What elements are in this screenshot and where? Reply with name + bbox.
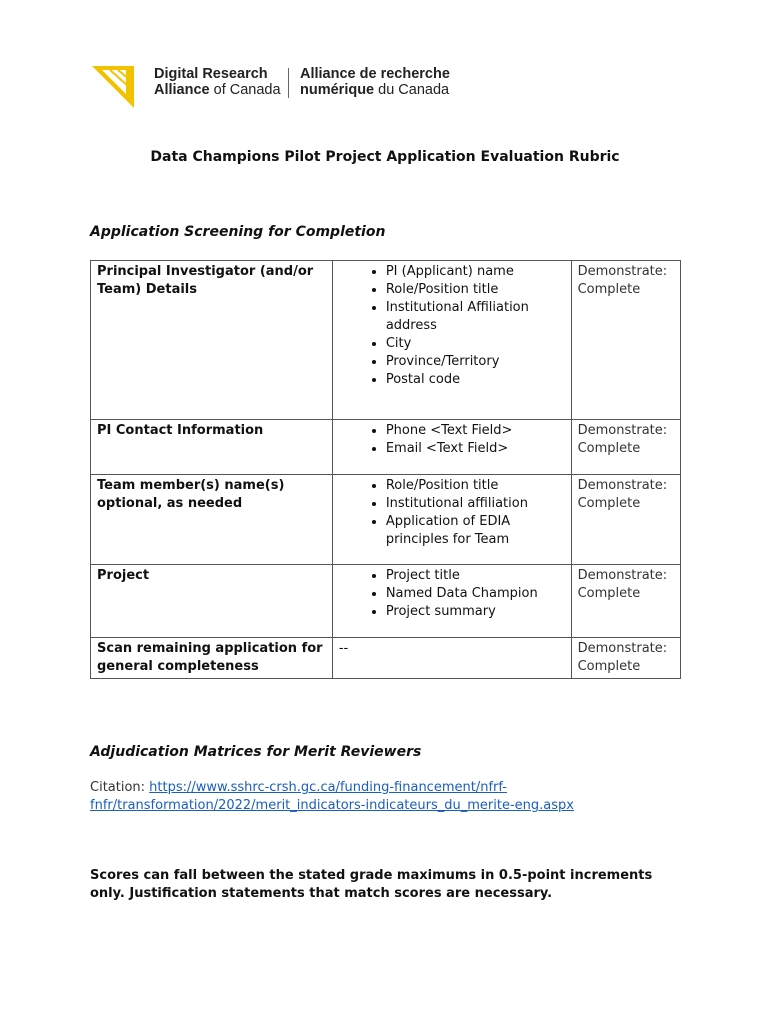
status-cell: Demonstrate: Complete [571,261,680,420]
list-item: • Named Data Champion [386,585,565,603]
logo-divider [288,68,289,98]
requirements-cell [332,261,571,420]
screening-table [90,260,681,679]
list-item: • Email <Text Field> [386,440,565,458]
requirements-cell [332,565,571,638]
adjudication-heading: Adjudication Matrices for Merit Reviewers [90,744,422,760]
status-cell: Demonstrate: Complete [571,420,680,475]
status-cell: Demonstrate: Complete [571,565,680,638]
screening-heading: Application Screening for Completion [90,224,386,240]
requirements-cell [332,475,571,565]
requirements-cell: -- [332,638,571,679]
criterion-cell: Project [91,565,333,638]
criterion-cell: Principal Investigator (and/or Team) Details [91,261,333,420]
document-title: Data Champions Pilot Project Application Evaluation Rubric [150,149,620,165]
citation [90,779,690,815]
table-row [91,475,681,565]
scores-note: Scores can fall between the stated grade maximums in 0.5-point increments only. Justification statements that match scores are necessary. [90,868,653,901]
alliance-logo-mark-icon [92,64,136,110]
list-item: • PI (Applicant) name [386,263,565,281]
status-cell: Demonstrate: Complete [571,475,680,565]
citation-label: Citation: [90,780,150,795]
list-item: • Institutional Affiliation address [386,299,565,335]
criterion-cell: PI Contact Information [91,420,333,475]
table-row [91,420,681,475]
logo-text-english: Digital Research Alliance of Canada [154,66,281,98]
list-item: • City [386,335,565,353]
list-item: • Project title [386,567,565,585]
organization-logo [92,64,450,110]
table-row [91,638,681,679]
list-item: • Phone <Text Field> [386,422,565,440]
logo-text-french: Alliance de recherche numérique du Canada [300,66,450,98]
list-item: • Province/Territory [386,353,565,371]
criterion-cell: Scan remaining application for general completeness [91,638,333,679]
list-item: • Project summary [386,603,565,621]
requirements-cell [332,420,571,475]
table-row [91,565,681,638]
list-item: • Role/Position title [386,281,565,299]
status-cell: Demonstrate: Complete [571,638,680,679]
criterion-cell: Team member(s) name(s) optional, as needed [91,475,333,565]
list-item: • Postal code [386,371,565,389]
list-item: • Institutional affiliation [386,495,565,513]
list-item: • Application of EDIA principles for Team [386,513,565,549]
list-item: • Role/Position title [386,477,565,495]
table-row [91,261,681,420]
citation-link[interactable]: https://www.sshrc-crsh.gc.ca/funding-financement/nfrf-fnfr/transformation/2022/merit_indicators-indicateurs_du_merite-eng.aspx [90,780,574,813]
